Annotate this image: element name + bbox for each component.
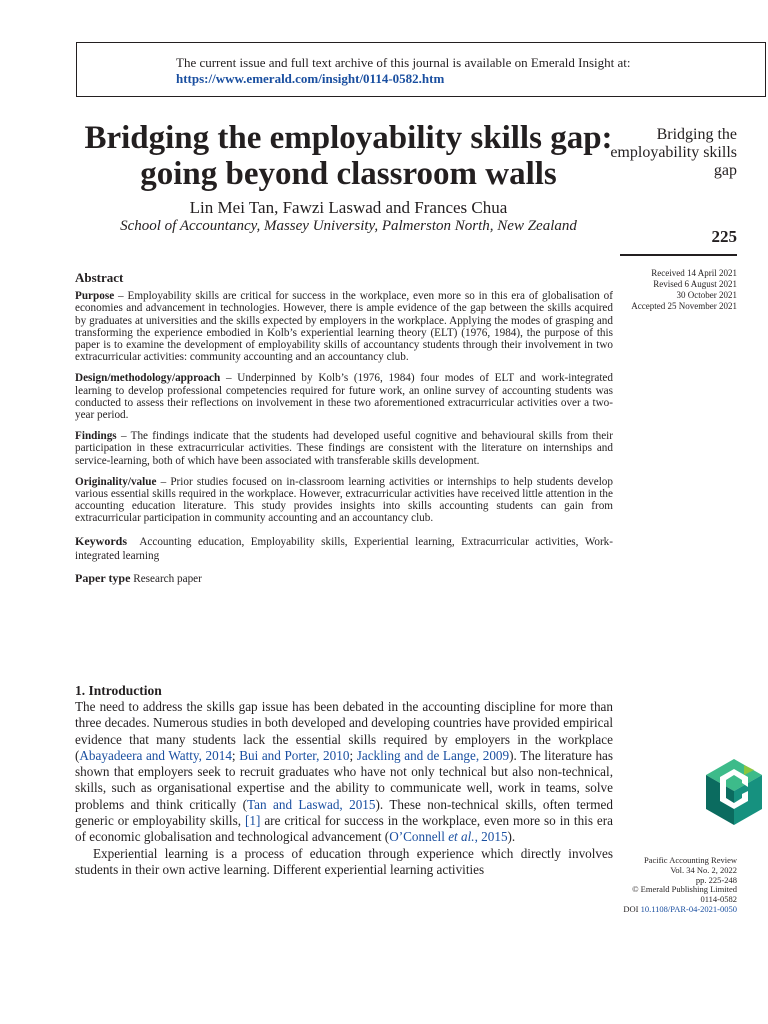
margin-rule — [620, 254, 737, 256]
received-date: Received 14 April 2021 — [651, 268, 737, 278]
doi-link[interactable]: 10.1108/PAR-04-2021-0050 — [640, 903, 737, 914]
journal-volume: Vol. 34 No. 2, 2022 — [670, 864, 737, 875]
citation-link[interactable]: Tan and Laswad, 2015 — [247, 796, 376, 812]
citation-year: , 2015 — [474, 829, 508, 845]
article-authors: Lin Mei Tan, Fawzi Laswad and Frances Chua — [189, 198, 508, 217]
journal-pages: pp. 225-248 — [695, 874, 737, 885]
journal-doi-row — [577, 905, 737, 915]
introduction-section — [75, 683, 613, 878]
intro-text: are critical for success in the workplace, even more so in this era of economic globalisation and technological advancement ( — [75, 813, 614, 845]
abstract — [75, 272, 613, 594]
citation-link[interactable]: Abayadeera and Watty, 2014 — [79, 747, 232, 763]
findings-text: – The findings indicate that the students had developed useful cognitive and behavioural skills from their participation in these extracurricular activities. These findings are consistent with the literature on internships and service-learning, both of which have been associated with transferable skills development. — [75, 430, 613, 467]
citation-link[interactable] — [389, 829, 507, 844]
originality-label: Originality/value — [75, 475, 157, 488]
purpose-label: Purpose — [75, 290, 115, 303]
intro-text: The need to address the skills gap issue has been debated in the accounting discipline for more than three decades. Numerous studies in both developed and developing countries have provided empirical evidence that many students lack the essential skills required by employers in the workplace ( — [75, 699, 613, 763]
journal-issn: 0114-0582 — [700, 894, 737, 905]
revised-date: Revised 6 August 2021 — [653, 279, 737, 289]
introduction-heading: 1. Introduction — [75, 683, 162, 698]
accepted-date: Accepted 25 November 2021 — [631, 301, 737, 311]
running-head: Bridging the employability skills gap — [610, 126, 737, 179]
revised-date-2: 30 October 2021 — [676, 290, 737, 300]
footnote-link[interactable]: [1] — [244, 813, 261, 829]
citation-author: O’Connell — [389, 829, 449, 845]
journal-metadata — [577, 856, 737, 915]
abstract-purpose — [75, 290, 613, 363]
paper-type-text: Research paper — [133, 572, 202, 585]
originality-text: – Prior studies focused on in-classroom learning activities or internships to help students develop various essential skills required in the workplace. However, extracurricular activities have received little attention in the accounting education literature. This study provides insights into skills accounting students can gain from extracurricular participation in community accounting and an accountancy club. — [75, 475, 613, 525]
citation-etal: et al. — [448, 829, 475, 845]
abstract-originality — [75, 476, 613, 525]
article-title: Bridging the employability skills gap: going beyond classroom walls — [84, 120, 613, 192]
journal-archive-link[interactable]: https://www.emerald.com/insight/0114-0582.htm — [176, 71, 445, 86]
abstract-heading: Abstract — [75, 270, 124, 285]
notice-text: The current issue and full text archive of this journal is available on Emerald Insight at: — [176, 55, 631, 70]
intro-text: ). — [507, 829, 516, 845]
design-text: – Underpinned by Kolb’s (1976, 1984) four modes of ELT and work-integrated learning to develop professional competencies required for future work, an online survey of accounting students was conducted to assess their reflections on involvement in these two aforementioned extracurricular activities over a two-year period. — [75, 372, 613, 422]
paper-type-label: Paper type — [75, 570, 131, 585]
doi-label: DOI — [623, 903, 639, 914]
abstract-keywords — [75, 534, 613, 563]
abstract-paper-type — [75, 571, 613, 586]
findings-label: Findings — [75, 430, 117, 443]
citation-separator: ; — [231, 747, 240, 763]
emerald-logo — [704, 757, 764, 827]
journal-copyright: © Emerald Publishing Limited — [632, 884, 737, 895]
author-affiliation: School of Accountancy, Massey University, Palmerston North, New Zealand — [120, 218, 577, 234]
intro-text: ). The literature has shown that employers seek to recruit graduates who have not only technical but also non-technical, skills, such as organisational expertise and the ability to communicate well, work in teams, solve problems and think critically ( — [75, 747, 614, 812]
abstract-design — [75, 372, 613, 421]
intro-text: ). These non-technical skills, often termed generic or employability skills, — [75, 796, 613, 829]
citation-link[interactable]: Jackling and de Lange, 2009 — [356, 747, 510, 763]
intro-paragraph-2: Experiential learning is a process of education through experience which directly involves students in their own active learning. Different experiential learning activities — [75, 845, 613, 877]
intro-paragraph-1 — [75, 699, 613, 846]
journal-name: Pacific Accounting Review — [643, 855, 737, 865]
keywords-text: Accounting education, Employability skills, Experiential learning, Extracurricular activities, Work-integrated learning — [75, 535, 613, 562]
keywords-label: Keywords — [75, 533, 127, 548]
design-label: Design/methodology/approach — [75, 372, 221, 385]
page-number: 225 — [711, 227, 737, 246]
citation-separator: ; — [349, 747, 357, 763]
citation-link[interactable]: Bui and Porter, 2010 — [239, 747, 350, 763]
abstract-findings — [75, 430, 613, 467]
purpose-text: – Employability skills are critical for success in the workplace, even more so in this era of globalisation of economies and advancement in technologies. However, there is ample evidence of the gap between the skills acquired by graduates at universities and the skills expected by employers in the workplace. Applying the modes of grasping and transforming the experience embodied in Kolb’s experiential learning theory (ELT) (1976, 1984), the purpose of this paper is to examine the development of employability skills of accountancy students through their involvement in two extracurricular activities: community accounting and an accountancy club. — [75, 290, 613, 364]
